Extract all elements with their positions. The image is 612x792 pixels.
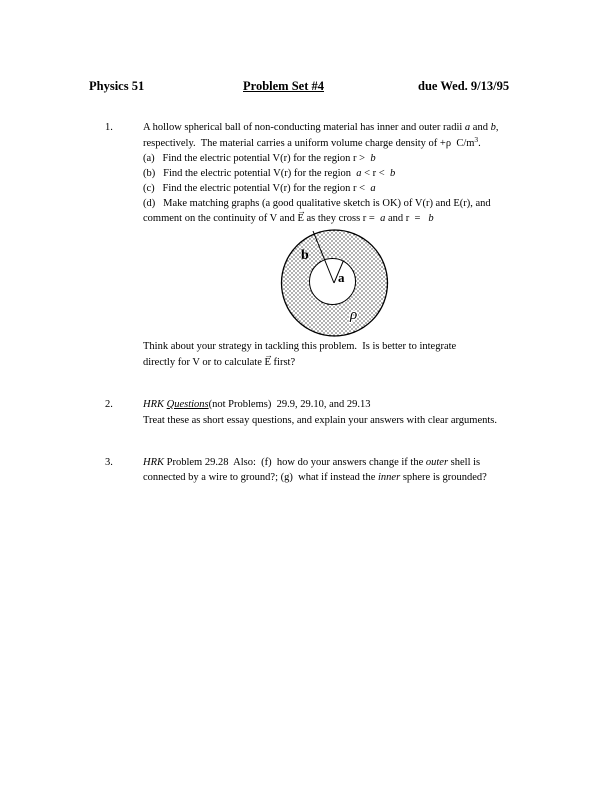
problem-2-number: 2.	[105, 399, 113, 410]
problem-1-part-c: (c) Find the electric potential V(r) for the region r < a	[143, 183, 376, 194]
problem-1-part-a: (a) Find the electric potential V(r) for the region r > b	[143, 153, 376, 164]
problem-1-part-d: (d) Make matching graphs (a good qualitative sketch is OK) of V(r) and E(r), and	[143, 198, 491, 209]
problem-2-line-2: Treat these as short essay questions, and explain your answers with clear arguments.	[143, 415, 498, 426]
problem-1-part-d-continued: comment on the continuity of V and E → as they cross r = a and r = b	[143, 213, 434, 224]
label-charge-density-rho: ρ	[350, 307, 358, 323]
strategy-note-line-2: directly for V or to calculate E → first?	[143, 357, 295, 368]
strategy-note-line-1: Think about your strategy in tackling this problem. Is is better to integrate	[143, 341, 457, 352]
problem-1-number: 1.	[105, 122, 113, 133]
problem-2-line-1: HRK Questions(not Problems) 29.9, 29.10, and 29.13	[143, 399, 371, 410]
problem-3-line-1: HRK Problem 29.28 Also: (f) how do your answers change if the outer shell is	[143, 457, 481, 468]
problem-1-line-1: A hollow spherical ball of non-conducting material has inner and outer radii a and b,	[143, 122, 499, 133]
problem-3-line-2: connected by a wire to ground?; (g) what if instead the inner sphere is grounded?	[143, 472, 487, 483]
label-inner-radius-a: a	[338, 270, 345, 285]
header-title: Problem Set #4	[243, 79, 325, 93]
label-outer-radius-b: b	[301, 248, 309, 263]
spherical-shell-figure	[279, 228, 391, 338]
inner-cavity-circle	[310, 259, 356, 305]
problem-1-part-b: (b) Find the electric potential V(r) for the region a < r < b	[143, 168, 396, 179]
header-due-date: due Wed. 9/13/95	[418, 79, 510, 93]
header-course: Physics 51	[89, 79, 145, 93]
problem-1-line-2: respectively. The material carries a uniform volume charge density of +ρ $C/m^3$.	[143, 135, 481, 149]
problem-3-number: 3.	[105, 457, 113, 468]
